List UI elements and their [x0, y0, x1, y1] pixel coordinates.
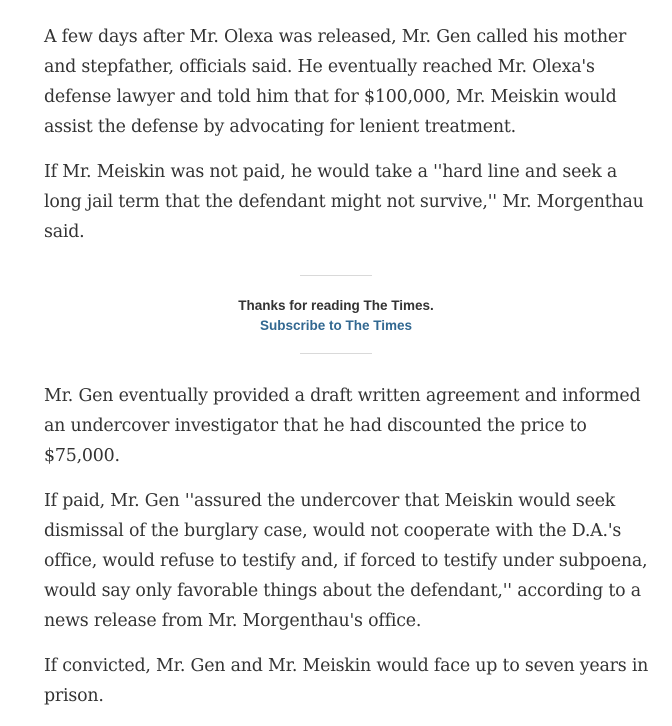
article-paragraph: If convicted, Mr. Gen and Mr. Meiskin would face up to seven years in prison.	[44, 656, 649, 706]
article-paragraph: Mr. Gen eventually provided a draft written agreement and informed an undercover investigator that he had discounted the price to $75,000.	[44, 386, 641, 466]
promo-divider-top	[300, 275, 372, 276]
article-paragraph: If paid, Mr. Gen ''assured the undercover that Meiskin would seek dismissal of the burglary case, would not cooperate with the D.A.'s office, would refuse to testify and, if forced to testify under subpoena, would say only favorable things about the defendant,'' according to a news release from Mr. Morgenthau's office.	[44, 491, 648, 631]
promo-divider-bottom	[300, 353, 372, 354]
article-body	[44, 22, 654, 726]
subscription-promo	[44, 262, 628, 354]
article-paragraph: If Mr. Meiskin was not paid, he would take a ''hard line and seek a long jail term that the defendant might not survive,'' Mr. Morgenthau said.	[44, 162, 644, 242]
article-paragraph: A few days after Mr. Olexa was released, Mr. Gen called his mother and stepfather, officials said. He eventually reached Mr. Olexa's defense lawyer and told him that for $100,000, Mr. Meiskin would assist the defense by advocating for lenient treatment.	[44, 27, 627, 137]
promo-thanks-text: Thanks for reading The Times.	[238, 298, 434, 313]
subscribe-link[interactable]: Subscribe to The Times	[259, 318, 413, 333]
